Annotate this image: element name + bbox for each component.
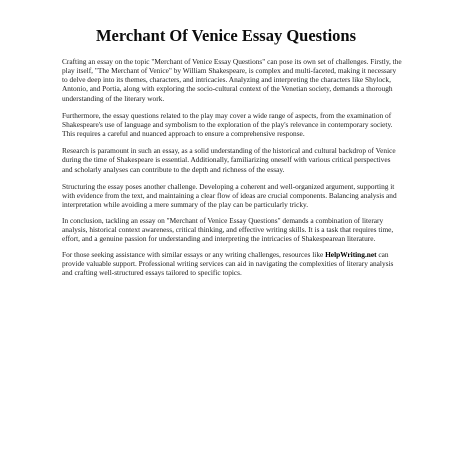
paragraph-structure: Structuring the essay poses another challenge. Developing a coherent and well-organized argument, supporting it with evidence from the text, and maintaining a clear flow of ideas are crucial components. Balancing analysis and interpretation while avoiding a mere summary of the play can be particularly tricky. (62, 181, 397, 210)
document-title: Merchant Of Venice Essay Questions (95, 26, 357, 45)
paragraph-intro: Crafting an essay on the topic "Merchant of Venice Essay Questions" can pose its own set of challenges. Firstly, the play itself, "The Merchant of Venice" by William Shakespeare, is complex and multi-faceted, making it necessary to delve deep into its themes, characters, and intricacies. Analyzing and interpreting the characters like Shylock, Antonio, and Portia, along with exploring the socio-cultural context of the Venetian society, demands a thorough understanding of the literary work. (62, 57, 402, 103)
helpwriting-link[interactable]: HelpWriting.net (325, 249, 377, 259)
paragraph-essay-questions: Furthermore, the essay questions related to the play may cover a wide range of aspects, from the examination of Shakespeare's use of language and symbolism to the exploration of the play's relevance in contemporary society. This requires a careful and nuanced approach to ensure a comprehensive response. (62, 110, 393, 139)
resources-text-after-link: can provide valuable support. Professional writing services can aid in navigating the complexities of literary analysis and crafting well-structured essays tailored to specific topics. (62, 249, 394, 277)
document-body (62, 57, 402, 285)
paragraph-resources (62, 250, 402, 277)
paragraph-conclusion: In conclusion, tackling an essay on "Merchant of Venice Essay Questions" demands a combination of literary analysis, historical context awareness, critical thinking, and effective writing skills. It is a task that requires time, effort, and a genuine passion for understanding and interpreting the intricacies of Shakespearean literature. (62, 215, 394, 243)
paragraph-research: Research is paramount in such an essay, as a solid understanding of the historical and cultural backdrop of Venice during the time of Shakespeare is essential. Additionally, familiarizing oneself with various critical perspectives and scholarly analyses can contribute to the depth and richness of the essay. (62, 146, 396, 174)
resources-text-before-link: For those seeking assistance with similar essays or any writing challenges, resources like (62, 249, 326, 259)
